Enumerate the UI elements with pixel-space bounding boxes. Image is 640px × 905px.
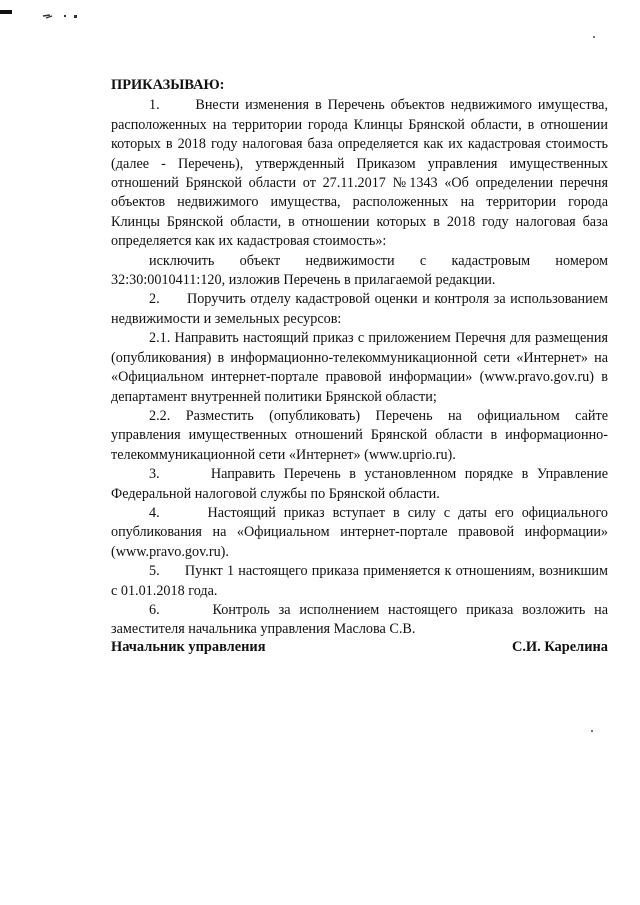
paragraph-3: 3. Направить Перечень в установленном порядке в Управление Федеральной налоговой службы по Брянской области. <box>111 466 608 502</box>
scan-edge-mark <box>0 10 12 14</box>
paragraph-6: 6. Контроль за исполнением настоящего приказа возложить на заместителя начальника управления Маслова С.В. <box>111 601 608 638</box>
paragraph-1: 1. Внести изменения в Перечень объектов недвижимого имущества, расположенных на территории города Клинцы Брянской области, в отношении которых в 2018 году налоговая база определяется как их кадастровая стоимость (далее - Перечень), утвержденный Приказом управления имущественных отношений Брянской области от 27.11.2017 №1343 «Об определении перечня объектов недвижимого имущества, расположенных на территории города Клинцы Брянской области, в отношении которых в 2018 году налоговая база определяется как их кадастровая стоимость»: <box>111 97 608 250</box>
paragraph-1-exclusion: исключить объект недвижимости с кадастровым номером 32:30:0010411:120, изложив Перечень в прилагаемой редакции. <box>111 252 608 289</box>
paragraph-2-2: 2.2. Разместить (опубликовать) Перечень на официальном сайте управления имущественных отношений Брянской области в информационно-телекоммуникационной сети «Интернет» (www.uprio.ru). <box>111 407 608 463</box>
paragraph-2: 2. Поручить отделу кадастровой оценки и контроля за использованием недвижимости и земельных ресурсов: <box>111 291 608 327</box>
order-text <box>111 76 608 640</box>
paragraph-5: 5. Пункт 1 настоящего приказа применяется к отношениям, возникшим с 01.01.2018 года. <box>111 563 608 599</box>
paragraph-2-1: 2.1. Направить настоящий приказ с приложением Перечня для размещения (опубликования) в информационно-телекоммуникационной сети «Интернет» на «Официальном интернет-портале правовой информации» (www.pravo.gov.ru) в департамент внутренней политики Брянской области; <box>111 330 608 405</box>
signatory-position: Начальник управления <box>111 639 266 655</box>
paragraph-4: 4. Настоящий приказ вступает в силу с даты его официального опубликования на «Официальном интернет-портале правовой информации» (www.pravo.gov.ru). <box>111 504 608 560</box>
scan-speck <box>593 36 595 38</box>
scan-specks <box>42 10 82 20</box>
signatory-name: С.И. Карелина <box>511 639 608 655</box>
signature-block <box>111 639 608 656</box>
order-heading: ПРИКАЗЫВАЮ: <box>111 77 225 93</box>
scan-speck <box>591 730 593 732</box>
